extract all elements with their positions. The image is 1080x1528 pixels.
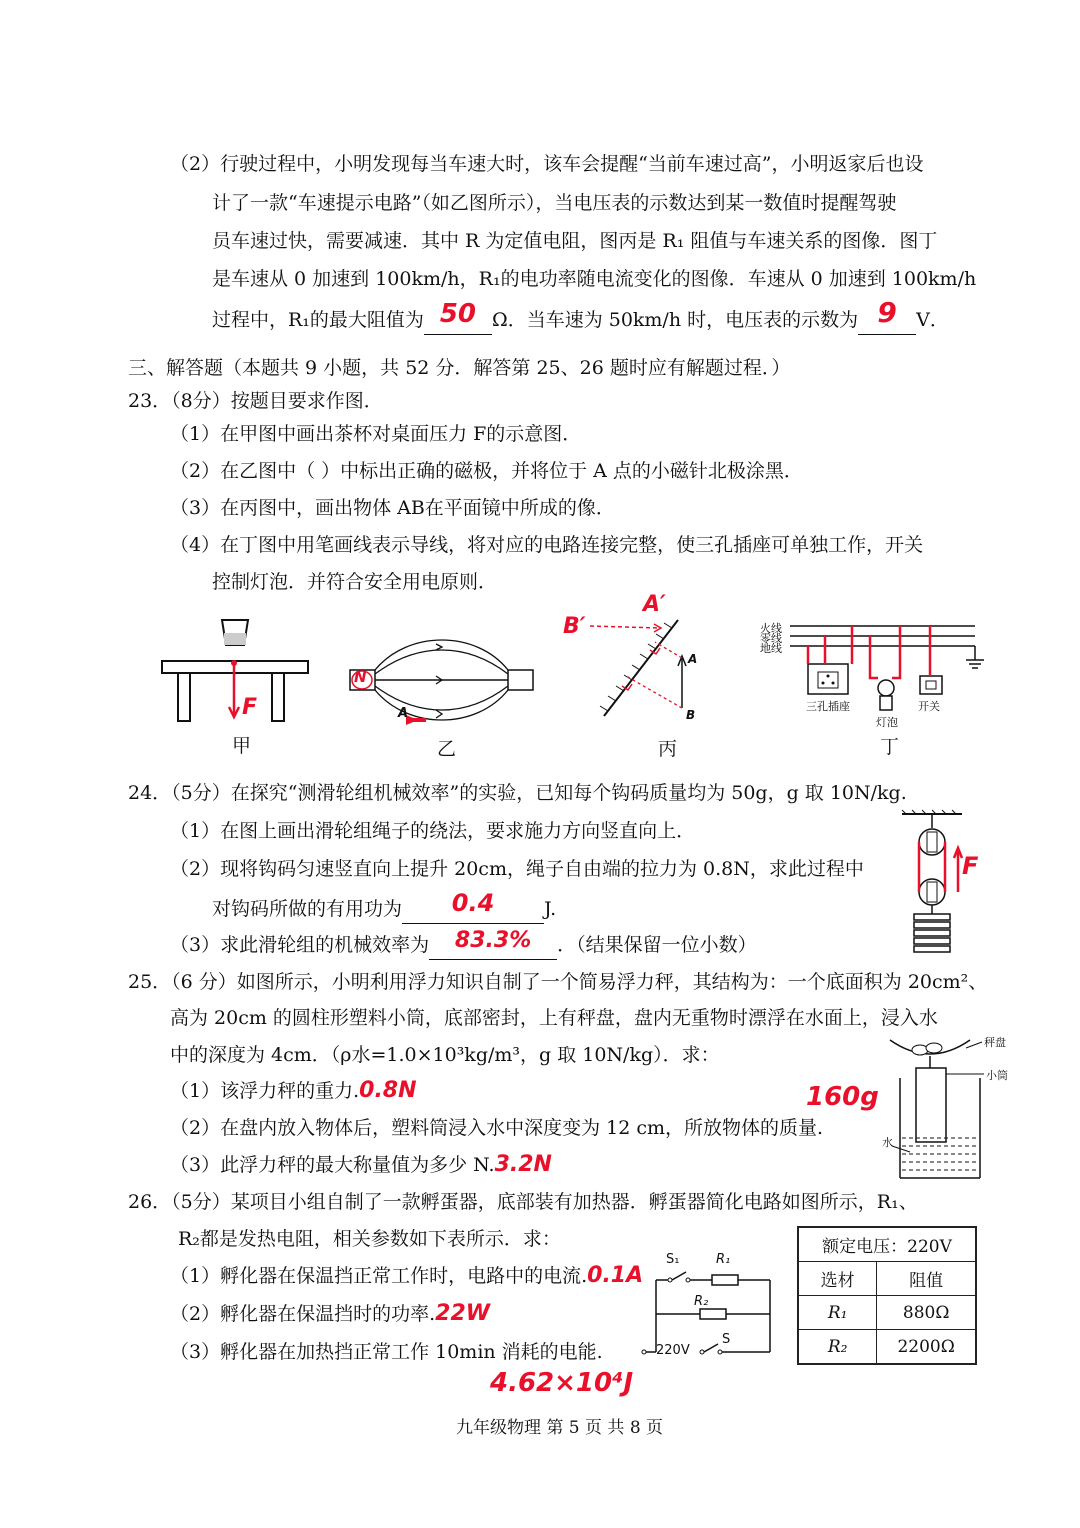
q26-sub1-text: （1）孵化器在保温挡正常工作时，电路中的电流. bbox=[170, 1265, 588, 1287]
q26-sub1 bbox=[170, 1262, 643, 1290]
figure-ding-neutral-wire: 零线 bbox=[760, 632, 782, 645]
figure-bing-image-b: B′ bbox=[563, 614, 586, 639]
figure-bing-image-a: A′ bbox=[643, 592, 666, 617]
q26-heading: 26．（5分）某项目小组自制了一款孵蛋器，底部装有加热器．孵蛋器简化电路如图所示，R₁、 bbox=[128, 1191, 918, 1213]
parameter-table bbox=[797, 1226, 977, 1365]
q26-answer-3: 4.62×10⁴J bbox=[490, 1368, 634, 1398]
figure-bing-label-b: B bbox=[686, 708, 696, 722]
q24-work-answer: 0.4 bbox=[451, 889, 495, 917]
q26-sub2-text: （2）孵化器在保温挡时的功率. bbox=[170, 1303, 436, 1325]
q23-sub1: （1）在甲图中画出茶杯对桌面压力 F的示意图． bbox=[170, 423, 582, 445]
q25-sub1 bbox=[170, 1077, 417, 1105]
q24-sub1: （1）在图上画出滑轮组绳子的绕法，要求施力方向竖直向上． bbox=[170, 820, 696, 842]
q22-line1: （2）行驶过程中，小明发现每当车速大时，该车会提醒“当前车速过高”，小明返家后也设 bbox=[170, 153, 924, 175]
table-rated-voltage: 额定电压：220V bbox=[798, 1227, 976, 1262]
q24-efficiency-answer: 83.3% bbox=[454, 928, 532, 953]
figure-float-tube-label: 小筒 bbox=[986, 1069, 1008, 1082]
figure-incubator-circuit bbox=[630, 1254, 780, 1364]
q23-sub4b: 控制灯泡．并符合安全用电原则． bbox=[212, 571, 498, 593]
q24-sub3-text: （3）求此滑轮组的机械效率为 bbox=[170, 934, 430, 956]
q22-line5 bbox=[212, 296, 949, 335]
figure-ding-lamp-label: 灯泡 bbox=[876, 716, 898, 729]
q22-line5-text-b: Ω．当车速为 50km/h 时，电压表的示数为 bbox=[491, 309, 859, 331]
q22-line5-text-a: 过程中，R₁的最大阻值为 bbox=[212, 309, 424, 331]
figure-yi-magnet-field bbox=[348, 640, 538, 730]
circuit-s1-label: S₁ bbox=[666, 1252, 680, 1267]
table-r2-name: R₂ bbox=[798, 1330, 877, 1365]
q25-answer-3: 3.2N bbox=[494, 1152, 552, 1177]
q24-sub2: （2）现将钩码匀速竖直向上提升 20cm，绳子自由端的拉力为 0.8N，求此过程中 bbox=[170, 858, 864, 880]
figure-float-scale bbox=[880, 1028, 990, 1188]
q26-line2: R₂都是发热电阻，相关参数如下表所示．求： bbox=[178, 1228, 561, 1250]
table-r1-value: 880Ω bbox=[877, 1296, 976, 1330]
q24-sub2b-text: 对钩码所做的有用功为 bbox=[212, 898, 403, 920]
circuit-r2-label: R₂ bbox=[694, 1294, 709, 1309]
figure-yi-point-label: A bbox=[398, 706, 409, 721]
circuit-s-label: S bbox=[722, 1332, 731, 1347]
q25-answer-2: 160g bbox=[806, 1082, 879, 1112]
circuit-r1-label: R₁ bbox=[716, 1252, 731, 1267]
q26-answer-2: 22W bbox=[435, 1301, 491, 1326]
page-footer: 九年级物理 第 5 页 共 8 页 bbox=[456, 1418, 664, 1438]
q24-sub3-tail: ．（结果保留一位小数） bbox=[557, 934, 757, 956]
q25-sub2: （2）在盘内放入物体后，塑料筒浸入水中深度变为 12 cm，所放物体的质量. bbox=[170, 1117, 824, 1139]
figure-yi-caption: 乙 bbox=[437, 738, 457, 760]
q26-sub3: （3）孵化器在加热挡正常工作 10min 消耗的电能. bbox=[170, 1341, 603, 1363]
figure-ding-live-wire: 火线 bbox=[760, 622, 782, 635]
q25-line3: 中的深度为 4cm．（ρ水=1.0×10³kg/m³，g 取 10N/kg）．求： bbox=[170, 1044, 720, 1066]
table-header-material: 选材 bbox=[798, 1262, 877, 1296]
q26-answer-1: 0.1A bbox=[587, 1263, 644, 1288]
figure-jia-force-label: F bbox=[242, 695, 258, 720]
figure-pulley-force-label: F bbox=[962, 852, 979, 880]
figure-jia-caption: 甲 bbox=[232, 735, 252, 757]
q22-answer-blank-2[interactable] bbox=[858, 296, 916, 335]
q24-sub2b bbox=[212, 889, 557, 924]
q24-work-blank[interactable] bbox=[402, 889, 544, 924]
circuit-voltage-label: 220V bbox=[656, 1343, 690, 1358]
figure-ding-socket-label: 三孔插座 bbox=[806, 700, 850, 713]
q25-line2: 高为 20cm 的圆柱形塑料小筒，底部密封，上有秤盘，盘内无重物时漂浮在水面上，浸入水 bbox=[170, 1007, 938, 1029]
table-r1-name: R₁ bbox=[798, 1296, 877, 1330]
q24-heading: 24．（5分）在探究“测滑轮组机械效率”的实验，已知每个钩码质量均为 50g，g 取 10N/kg. bbox=[128, 782, 907, 804]
figure-yi-pole-label: N bbox=[354, 668, 367, 686]
q24-efficiency-blank[interactable] bbox=[429, 928, 557, 960]
q23-heading: 23．（8分）按题目要求作图． bbox=[128, 390, 383, 412]
q24-sub3 bbox=[170, 928, 757, 960]
q25-sub3 bbox=[170, 1151, 552, 1179]
q23-sub3: （3）在丙图中，画出物体 AB在平面镜中所成的像． bbox=[170, 497, 615, 519]
q23-sub4a: （4）在丁图中用笔画线表示导线，将对应的电路连接完整，使三孔插座可单独工作，开关 bbox=[170, 534, 924, 556]
q22-line4: 是车速从 0 加速到 100km/h，R₁的电功率随电流变化的图像．车速从 0 加速到 100km/h bbox=[212, 268, 977, 290]
q25-heading: 25．（6 分）如图所示，小明利用浮力知识自制了一个简易浮力秤，其结构为：一个底面积为 20cm²、 bbox=[128, 971, 988, 993]
figure-bing-label-a: A bbox=[688, 652, 698, 666]
q25-sub1-text: （1）该浮力秤的重力. bbox=[170, 1080, 360, 1102]
section-3-heading: 三、解答题（本题共 9 小题，共 52 分．解答第 25、26 题时应有解题过程．） bbox=[128, 357, 791, 379]
figure-ding-switch-label: 开关 bbox=[918, 700, 940, 713]
figure-float-water-label: 水 bbox=[882, 1136, 893, 1149]
q26-sub2 bbox=[170, 1300, 490, 1328]
table-header-resistance: 阻值 bbox=[877, 1262, 976, 1296]
q24-sub2b-unit: J. bbox=[544, 898, 557, 920]
figure-pulley bbox=[900, 810, 970, 960]
figure-ding-ground-wire: 地线 bbox=[760, 642, 782, 655]
q22-answer-blank-1[interactable] bbox=[424, 299, 492, 335]
q25-sub3-text: （3）此浮力秤的最大称量值为多少 N. bbox=[170, 1154, 495, 1176]
q22-line3: 员车速过快，需要减速．其中 R 为定值电阻，图丙是 R₁ 阻值与车速关系的图像．图丁 bbox=[212, 230, 938, 252]
q22-line5-text-c: V． bbox=[916, 309, 949, 331]
figure-jia-table bbox=[160, 615, 310, 725]
q25-answer-1: 0.8N bbox=[359, 1078, 417, 1103]
table-r2-value: 2200Ω bbox=[877, 1330, 976, 1365]
figure-ding-caption: 丁 bbox=[880, 736, 900, 758]
figure-float-pan-label: 秤盘 bbox=[984, 1036, 1006, 1049]
q22-line2: 计了一款“车速提示电路”（如乙图所示），当电压表的示数达到某一数值时提醒驾驶 bbox=[212, 192, 897, 214]
q22-answer-1: 50 bbox=[439, 299, 477, 329]
figure-bing-caption: 丙 bbox=[658, 738, 678, 760]
q23-sub2: （2）在乙图中（ ）中标出正确的磁极，并将位于 A 点的小磁针北极涂黑． bbox=[170, 460, 803, 482]
q22-answer-2: 9 bbox=[877, 296, 897, 329]
